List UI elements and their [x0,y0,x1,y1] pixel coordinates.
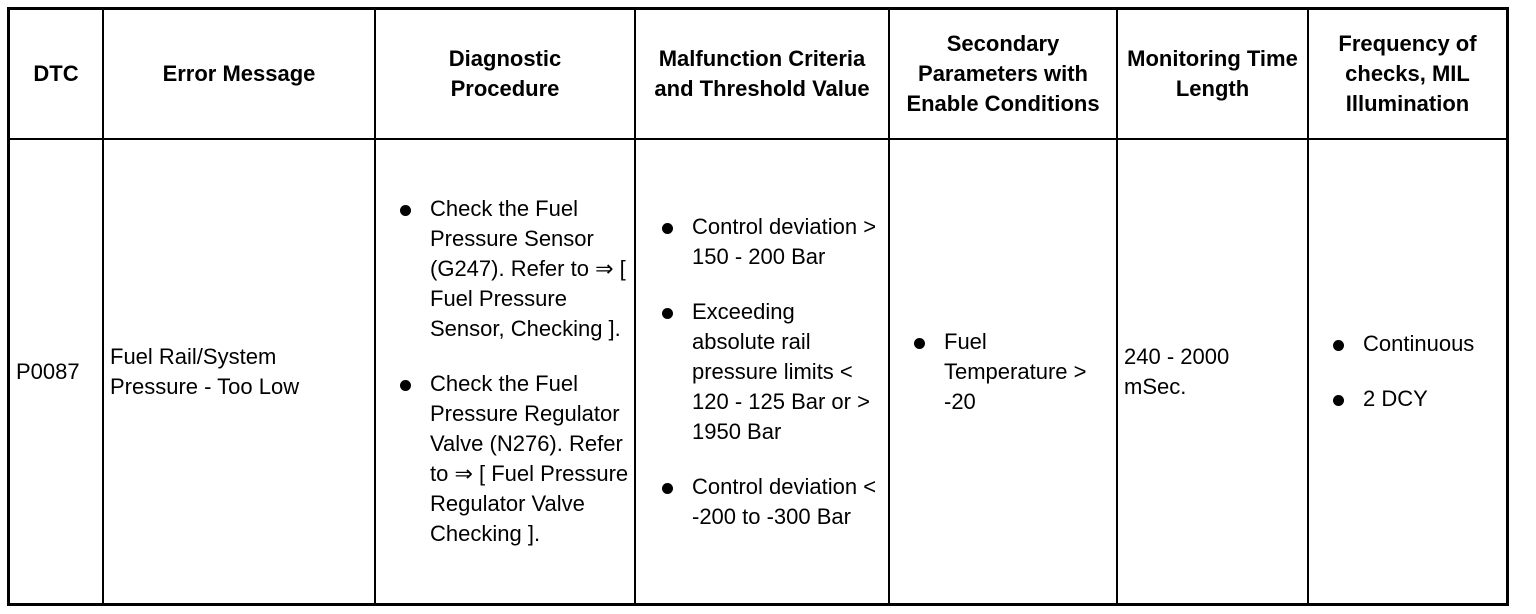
monitoring-time-text: 240 - 2000 mSec. [1124,343,1230,399]
error-message-text: Fuel Rail/System Pressure - Too Low [110,343,300,399]
header-dtc-label: DTC [33,61,79,86]
list-item [396,194,630,344]
header-error-message-label: Error Message [162,61,316,86]
header-monitoring-time [1118,10,1307,138]
list-item [1329,329,1474,359]
parameter-text: Fuel Temperature > -20 [944,328,1087,414]
secondary-parameters-list [910,327,1112,417]
dtc-table [7,7,1509,606]
frequency-text: 2 DCY [1363,386,1428,411]
list-item [658,212,884,272]
header-malfunction-criteria [636,10,888,138]
criteria-text: Exceeding absolute rail pressure limits < 120 - 125 Bar or > 1950 Bar [692,298,870,444]
diagnostic-procedure-list [396,194,630,549]
frequency-list [1329,329,1474,414]
header-secondary-parameters-label: Secondary Parameters with Enable Conditions [906,31,1100,116]
header-monitoring-time-label: Monitoring Time Length [1127,46,1298,101]
cell-diagnostic-procedure [376,140,634,603]
list-item [658,297,884,447]
criteria-text: Control deviation > 150 - 200 Bar [692,213,877,269]
list-item [1329,384,1474,414]
list-item [396,369,630,549]
header-dtc [10,10,102,138]
header-diagnostic-procedure-label: Diagnostic Procedure [448,46,562,101]
cell-error-message [104,140,374,603]
cell-dtc [10,140,102,603]
cell-malfunction-criteria [636,140,888,603]
malfunction-criteria-list [658,212,884,532]
cell-monitoring-time [1118,140,1307,603]
header-error-message [104,10,374,138]
header-frequency [1309,10,1506,138]
header-malfunction-criteria-label: Malfunction Criteria and Threshold Value [654,46,870,101]
header-secondary-parameters [890,10,1116,138]
frequency-text: Continuous [1363,331,1475,356]
cell-frequency [1309,140,1506,603]
cell-secondary-parameters [890,140,1116,603]
header-frequency-label: Frequency of checks, MIL Illumination [1338,31,1477,116]
dtc-code: P0087 [16,358,80,384]
list-item [658,472,884,532]
list-item [910,327,1112,417]
procedure-step-text: Check the Fuel Pressure Regulator Valve (N276). Refer to ⇒ [ Fuel Pressure Regulator Valve Checking ]. [430,371,629,546]
criteria-text: Control deviation < -200 to -300 Bar [692,473,877,529]
procedure-step-text: Check the Fuel Pressure Sensor (G247). Refer to ⇒ [ Fuel Pressure Sensor, Checking ]. [430,196,626,341]
header-diagnostic-procedure [376,10,634,138]
